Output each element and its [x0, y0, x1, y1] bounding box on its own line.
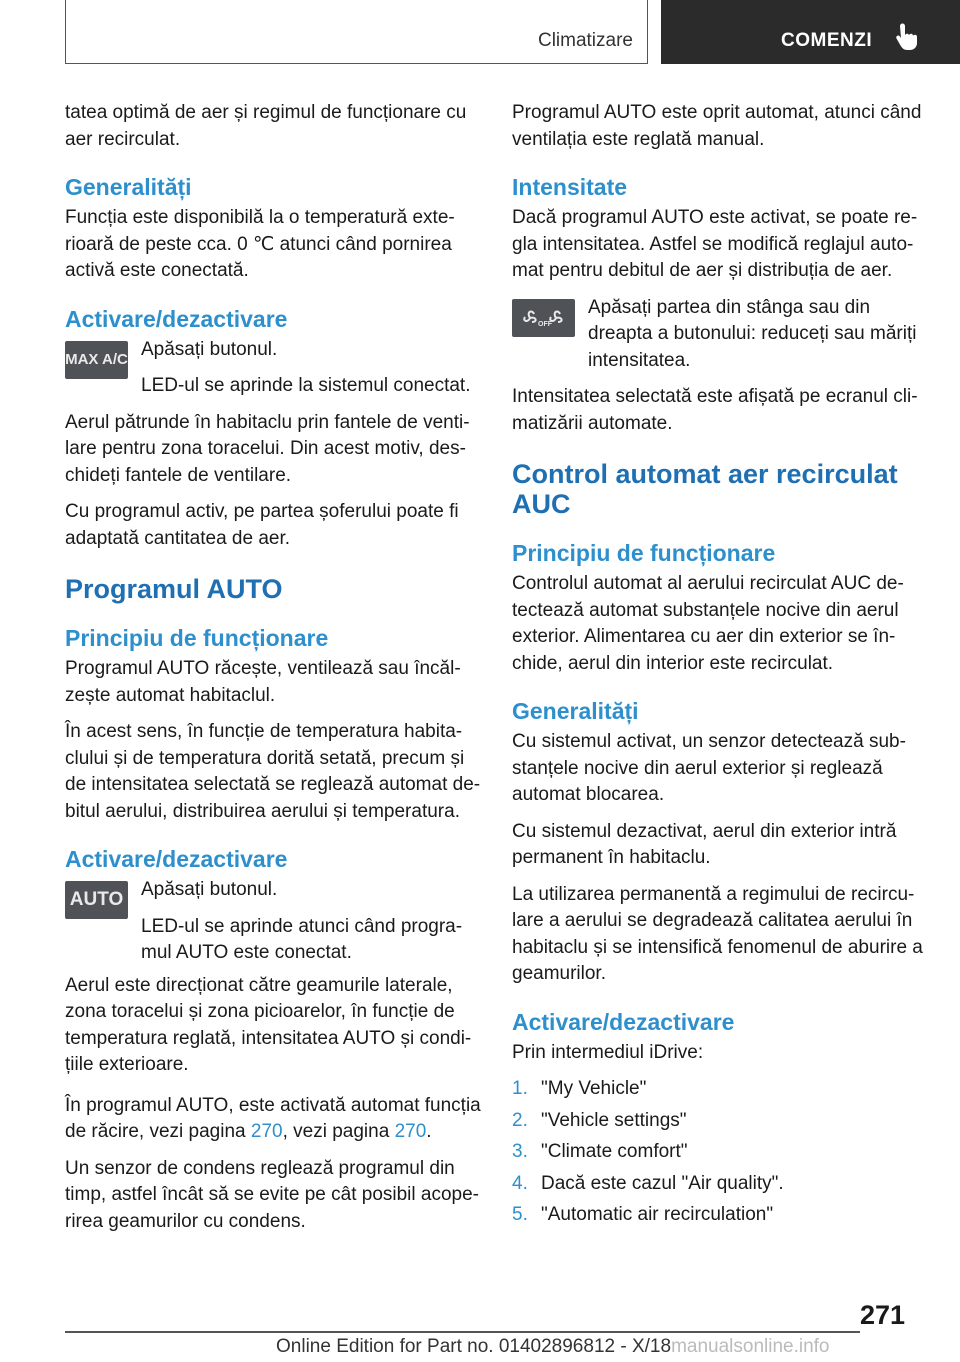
principiu-auc-text: Controlul automat al aerului recirculat AUC detectează automat substanțele nocive din aerul exterior. Alimentarea cu aer din exterior se închide, aerul din interior este recirculat. — [512, 573, 904, 674]
heading-principiu: Principiu de funcționare — [65, 625, 329, 651]
section-tab-label: Climatizare — [537, 30, 633, 51]
heading-auc: Control automat aer recirculat AUC — [512, 459, 898, 519]
page-link-270-b[interactable]: 270 — [394, 1121, 427, 1142]
generalitati-auc-text-1: Cu sistemul activat, un senzor detectează substanțele nocive din aerul exterior și reglează automat blocarea. — [512, 731, 906, 805]
heading-activare-1: Activare/dezactivare — [65, 305, 288, 332]
max-ac-instruction — [65, 337, 483, 400]
svg-text:OFF: OFF — [537, 320, 552, 328]
list-item: 5. "Automatic air recirculation" — [512, 1204, 774, 1225]
racire-text: În programul AUTO, este activată automat funcția de răcire, vezi pagina 270, vezi pagina 270. — [65, 1094, 481, 1142]
auto-text-2: În acest sens, în funcție de temperatura habitaclului și de temperatura dorită setată, precum și de intensitatea selectată se reglează automat debitul aerului, distribuirea aerului și temperatura. — [65, 721, 481, 822]
auto-instruction — [65, 877, 483, 967]
generalitati-auc-text-2: Cu sistemul dezactivat, aerul din exterior intră permanent în habitaclu. — [512, 820, 897, 868]
aer-text-2: Cu programul activ, pe partea șoferului poate fi adaptată cantitatea de aer. — [65, 501, 459, 549]
heading-activare-2: Activare/dezactivare — [65, 846, 288, 872]
idrive-text: Prin intermediul iDrive: — [512, 1041, 704, 1063]
page-number: 271 — [860, 1300, 906, 1330]
active-tab-label: COMENZI — [781, 30, 873, 51]
steps-list — [512, 1076, 930, 1229]
aer-text-1: Aerul pătrunde în habitaclu prin fantele de ventilare pentru zona toracelui. Din acest motiv, deschideți fantele de ventilare. — [65, 411, 470, 486]
oprit-text: Programul AUTO este oprit automat, atunci când ventilația este reglată manual. — [512, 102, 922, 150]
hand-pointer-icon — [894, 22, 918, 52]
heading-generalitati-auc: Generalități — [512, 698, 639, 724]
heading-intensitate: Intensitate — [512, 174, 628, 200]
heading-programul-auto: Programul AUTO — [65, 574, 283, 604]
generalitati-auc-text-3: La utilizarea permanentă a regimului de recirculare a aerului se degradează calitatea aerului în habitaclu și se intensifică fenomenul de aburire a geamurilor. — [512, 883, 923, 984]
section-tab — [65, 0, 648, 64]
footer-edition: Online Edition for Part no. 01402896812 - X/18manualsonline.info — [276, 1336, 830, 1357]
heading-generalitati: Generalități — [65, 174, 192, 200]
fan-instruction — [512, 295, 930, 375]
auto-led: LED-ul se aprinde atunci când programul AUTO este conectat. — [141, 915, 463, 963]
list-item: 3. "Climate comfort" — [512, 1141, 688, 1162]
auto-text-1: Programul AUTO răcește, ventilează sau încălzește automat habitaclul. — [65, 658, 461, 706]
senzor-text: Un senzor de condens reglează programul din timp, astfel încât să se evite pe cât posibil acoperirea geamurilor cu condens. — [65, 1157, 479, 1232]
generalitati-text: Funcția este disponibilă la o temperatură exterioară de peste cca. 0 ℃ atunci când pornirea activă este conectată. — [65, 207, 455, 281]
heading-activare-auc: Activare/dezactivare — [512, 1008, 735, 1035]
intensitate-text: Dacă programul AUTO este activat, se poate regla intensitatea. Astfel se modifică reglajul automat pentru debitul de aer și distribuția de aer. — [512, 207, 918, 281]
heading-principiu-auc: Principiu de funcționare — [512, 540, 776, 566]
max-ac-button-image: MAX A/C — [65, 341, 128, 379]
auto-step: Apăsați butonul. — [141, 879, 278, 900]
left-column — [65, 100, 483, 1245]
list-item: 1. "My Vehicle" — [512, 1078, 647, 1099]
max-ac-led: LED-ul se aprinde la sistemul conectat. — [141, 375, 471, 396]
fan-off-icon — [512, 299, 575, 337]
page-link-270[interactable]: 270 — [250, 1121, 283, 1142]
directie-text: Aerul este direcționat către geamurile laterale, zona toracelui și zona picioarelor, în funcție de temperatura reglată, intensitatea AUTO și condițiile exterioare. — [65, 974, 472, 1075]
active-tab — [661, 0, 960, 64]
list-item: 2. "Vehicle settings" — [512, 1109, 687, 1131]
watermark: manualsonline.info — [671, 1336, 830, 1357]
auto-button-image: AUTO — [65, 881, 128, 919]
afisata-text: Intensitatea selectată este afișată pe ecranul climatizării automate. — [512, 386, 918, 434]
list-item: 4. Dacă este cazul "Air quality". — [512, 1172, 784, 1194]
right-column — [512, 100, 930, 1234]
max-ac-step: Apăsați butonul. — [141, 338, 278, 360]
fan-step: Apăsați partea din stânga sau din dreapta a butonului: reduceți sau măriți intensitatea. — [588, 296, 917, 371]
intro-text: tatea optimă de aer și regimul de funcționare cu aer recirculat. — [65, 102, 467, 150]
footer-divider — [65, 1331, 860, 1333]
